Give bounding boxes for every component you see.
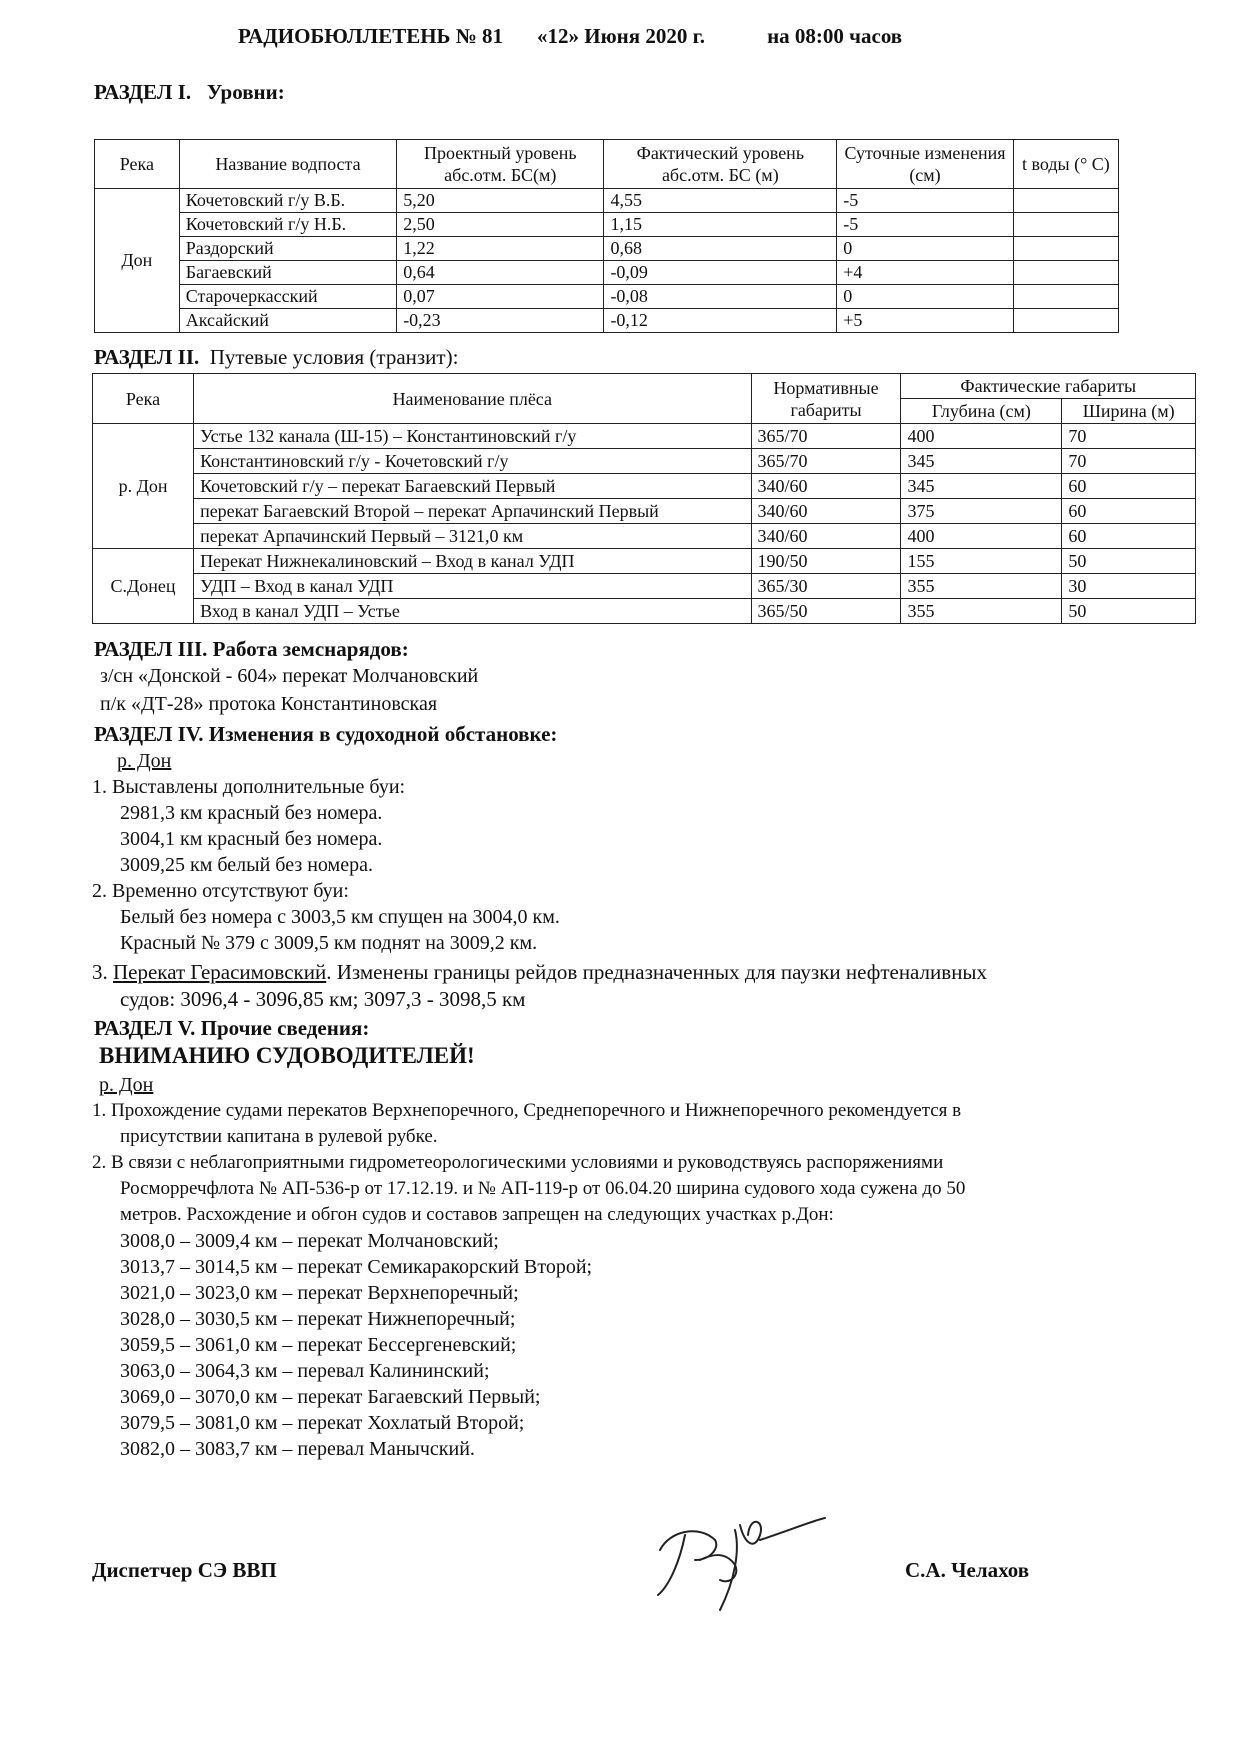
project-level: 0,64: [397, 261, 604, 285]
norm-dims: 340/60: [751, 474, 901, 499]
change-item-1: 1. Выставлены дополнительные буи:: [92, 776, 406, 798]
actual-level: -0,09: [604, 261, 837, 285]
norm-dims: 340/60: [751, 524, 901, 549]
buoy-line: 3009,25 км белый без номера.: [120, 854, 373, 876]
post-name: Раздорский: [179, 237, 396, 261]
buoy-line: 3004,1 км красный без номера.: [120, 828, 383, 850]
table-row: [95, 237, 1119, 261]
table-row: [93, 524, 1196, 549]
post-name: Кочетовский г/у В.Б.: [179, 189, 396, 213]
col-water-temp: t воды (° С): [1013, 140, 1118, 189]
item3-number: 3.: [92, 960, 108, 984]
dispatcher-role: Диспетчер СЭ ВВП: [92, 1558, 277, 1582]
post-name: Багаевский: [179, 261, 396, 285]
table-row: [93, 449, 1196, 474]
reach-name: Устье 132 канала (Ш-15) – Константиновский г/у: [194, 424, 751, 449]
table-row: [93, 599, 1196, 624]
depth: 355: [901, 599, 1062, 624]
project-level: 1,22: [397, 237, 604, 261]
depth: 345: [901, 449, 1062, 474]
reach-name: перекат Арпачинский Первый – 3121,0 км: [194, 524, 751, 549]
depth: 400: [901, 524, 1062, 549]
restricted-range: 3063,0 – 3064,3 км – перевал Калининский;: [120, 1360, 490, 1382]
daily-change: -5: [837, 189, 1014, 213]
col-post-name: Название водпоста: [179, 140, 396, 189]
project-level: 0,07: [397, 285, 604, 309]
river-cell: Дон: [95, 189, 180, 333]
water-temp: [1013, 213, 1118, 237]
section4-river: р. Дон: [117, 750, 172, 772]
reach-name: Кочетовский г/у – перекат Багаевский Первый: [194, 474, 751, 499]
levels-table: [94, 139, 1119, 333]
change-item-3: [92, 960, 987, 985]
col-river: Река: [95, 140, 180, 189]
water-temp: [1013, 285, 1118, 309]
transit-table: [92, 373, 1196, 624]
change-item-2: 2. Временно отсутствуют буи:: [92, 880, 349, 902]
dredger-line: п/к «ДТ-28» протока Константиновская: [100, 693, 438, 715]
section3-heading: [94, 637, 409, 662]
section5-title: РАЗДЕЛ V. Прочие сведения:: [94, 1016, 370, 1040]
col-depth: Глубина (см): [901, 399, 1062, 424]
table-row: [93, 574, 1196, 599]
item3-line2: судов: 3096,4 - 3096,85 км; 3097,3 - 3098,5 км: [120, 987, 526, 1011]
restricted-range: 3028,0 – 3030,5 км – перекат Нижнепоречный;: [120, 1308, 516, 1330]
section3-title: РАЗДЕЛ III. Работа земснарядов:: [94, 637, 409, 661]
item3-text: . Изменены границы рейдов предназначенных для паузки нефтеналивных: [326, 960, 988, 984]
restricted-range: 3082,0 – 3083,7 км – перевал Манычский.: [120, 1438, 475, 1460]
buoy-line: Красный № 379 с 3009,5 км поднят на 3009,2 км.: [120, 932, 538, 954]
norm-dims: 340/60: [751, 499, 901, 524]
notice-1-line2: присутствии капитана в рулевой рубке.: [120, 1126, 438, 1147]
transit-table-header: [93, 374, 1196, 399]
width: 30: [1062, 574, 1196, 599]
reach-name: Константиновский г/у - Кочетовский г/у: [194, 449, 751, 474]
bulletin-header: [238, 24, 902, 49]
width: 50: [1062, 549, 1196, 574]
norm-dims: 365/70: [751, 449, 901, 474]
width: 70: [1062, 449, 1196, 474]
norm-dims: 365/50: [751, 599, 901, 624]
buoy-line: Белый без номера с 3003,5 км спущен на 3004,0 км.: [120, 906, 560, 928]
actual-level: -0,08: [604, 285, 837, 309]
table-row: [95, 261, 1119, 285]
item3-place: Перекат Герасимовский: [113, 960, 327, 984]
section1-title: РАЗДЕЛ I.: [94, 80, 192, 104]
table-row: [95, 285, 1119, 309]
col-actual-dims: Фактические габариты: [901, 374, 1196, 399]
width: 60: [1062, 474, 1196, 499]
width: 50: [1062, 599, 1196, 624]
daily-change: 0: [837, 285, 1014, 309]
section2-heading: [94, 345, 458, 370]
post-name: Старочеркасский: [179, 285, 396, 309]
project-level: 2,50: [397, 213, 604, 237]
actual-level: 1,15: [604, 213, 837, 237]
post-name: Аксайский: [179, 309, 396, 333]
water-temp: [1013, 237, 1118, 261]
actual-level: 4,55: [604, 189, 837, 213]
table-row: [95, 309, 1119, 333]
section1-subtitle: Уровни:: [206, 80, 285, 104]
norm-dims: 365/30: [751, 574, 901, 599]
col-actual-level: Фактический уровень абс.отм. БС (м): [604, 140, 837, 189]
col-width: Ширина (м): [1062, 399, 1196, 424]
buoy-line: 2981,3 км красный без номера.: [120, 802, 383, 824]
section2-subtitle: Путевые условия (транзит):: [209, 345, 459, 369]
col-river: Река: [93, 374, 194, 424]
table-row: [93, 474, 1196, 499]
section1-heading: [94, 80, 285, 105]
section2-title: РАЗДЕЛ II.: [94, 345, 200, 369]
water-temp: [1013, 309, 1118, 333]
bulletin-date: «12» Июня 2020 г.: [537, 24, 706, 48]
bulletin-number: РАДИОБЮЛЛЕТЕНЬ № 81: [238, 24, 504, 48]
col-daily-change: Суточные изменения (см): [837, 140, 1014, 189]
section4-title: РАЗДЕЛ IV. Изменения в судоходной обстановке:: [94, 722, 558, 746]
depth: 345: [901, 474, 1062, 499]
reach-name: Вход в канал УДП – Устье: [194, 599, 751, 624]
daily-change: +4: [837, 261, 1014, 285]
depth: 375: [901, 499, 1062, 524]
levels-table-header: [95, 140, 1119, 189]
section5-river: р. Дон: [99, 1074, 154, 1096]
table-row: [93, 499, 1196, 524]
bulletin-time: на 08:00 часов: [767, 24, 903, 48]
notice-2-line2: Росморречфлота № АП-536-р от 17.12.19. и № АП-119-р от 06.04.20 ширина судового хода сужена до 50: [120, 1178, 966, 1199]
reach-name: Перекат Нижнекалиновский – Вход в канал УДП: [194, 549, 751, 574]
width: 60: [1062, 499, 1196, 524]
restricted-range: 3079,5 – 3081,0 км – перекат Хохлатый Второй;: [120, 1412, 525, 1434]
signature: [640, 1490, 830, 1625]
norm-dims: 365/70: [751, 424, 901, 449]
reach-name: перекат Багаевский Второй – перекат Арпачинский Первый: [194, 499, 751, 524]
actual-level: -0,12: [604, 309, 837, 333]
col-norm-dims: Нормативные габариты: [751, 374, 901, 424]
post-name: Кочетовский г/у Н.Б.: [179, 213, 396, 237]
daily-change: +5: [837, 309, 1014, 333]
table-row: [95, 189, 1119, 213]
width: 70: [1062, 424, 1196, 449]
reach-name: УДП – Вход в канал УДП: [194, 574, 751, 599]
table-row: [93, 549, 1196, 574]
section4-heading: [94, 722, 557, 747]
project-level: 5,20: [397, 189, 604, 213]
restricted-range: 3059,5 – 3061,0 км – перекат Бессергеневский;: [120, 1334, 517, 1356]
attention-heading: ВНИМАНИЮ СУДОВОДИТЕЛЕЙ!: [99, 1043, 475, 1068]
river-cell: р. Дон: [93, 424, 194, 549]
col-project-level: Проектный уровень абс.отм. БС(м): [397, 140, 604, 189]
notice-1-line1: 1. Прохождение судами перекатов Верхнепоречного, Среднепоречного и Нижнепоречного рекомендуется в: [92, 1100, 962, 1121]
project-level: -0,23: [397, 309, 604, 333]
dredger-line: з/сн «Донской - 604» перекат Молчановский: [100, 665, 479, 687]
restricted-range: 3069,0 – 3070,0 км – перекат Багаевский Первый;: [120, 1386, 541, 1408]
restricted-range: 3013,7 – 3014,5 км – перекат Семикаракорский Второй;: [120, 1256, 593, 1278]
section5-heading: [94, 1016, 369, 1041]
notice-2-line3: метров. Расхождение и обгон судов и составов запрещен на следующих участках р.Дон:: [120, 1204, 834, 1225]
table-row: [93, 424, 1196, 449]
water-temp: [1013, 261, 1118, 285]
table-row: [95, 213, 1119, 237]
dispatcher-name: С.А. Челахов: [905, 1558, 1030, 1582]
daily-change: -5: [837, 213, 1014, 237]
norm-dims: 190/50: [751, 549, 901, 574]
depth: 400: [901, 424, 1062, 449]
width: 60: [1062, 524, 1196, 549]
restricted-range: 3021,0 – 3023,0 км – перекат Верхнепоречный;: [120, 1282, 519, 1304]
notice-2-line1: 2. В связи с неблагоприятными гидрометеорологическими условиями и руководствуясь распоряжениями: [92, 1152, 944, 1173]
water-temp: [1013, 189, 1118, 213]
actual-level: 0,68: [604, 237, 837, 261]
daily-change: 0: [837, 237, 1014, 261]
river-cell: С.Донец: [93, 549, 194, 624]
depth: 155: [901, 549, 1062, 574]
restricted-range: 3008,0 – 3009,4 км – перекат Молчановский;: [120, 1230, 499, 1252]
col-reach-name: Наименование плёса: [194, 374, 751, 424]
depth: 355: [901, 574, 1062, 599]
